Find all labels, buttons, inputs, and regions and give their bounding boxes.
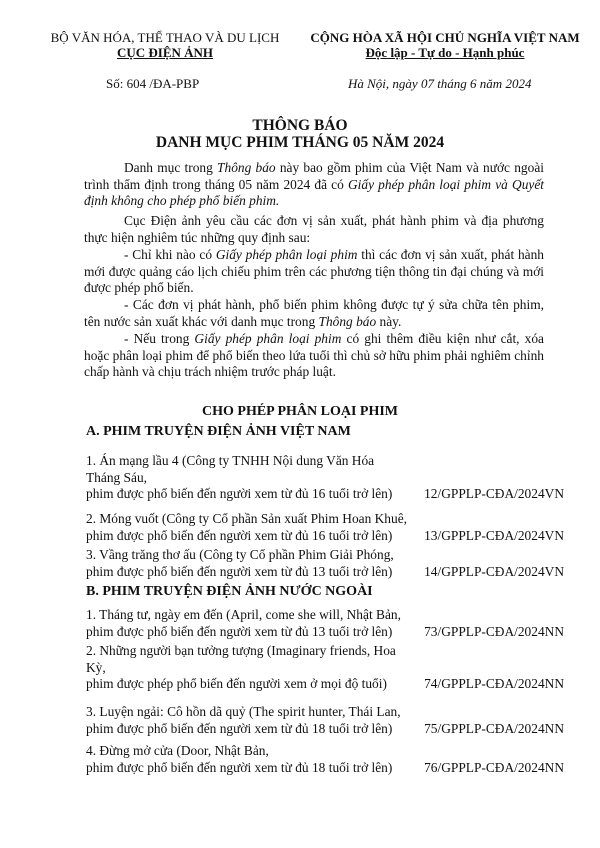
national-motto: Độc lập - Tự do - Hạnh phúc xyxy=(365,45,525,60)
document-number: Số: 604 /ĐA-PBP xyxy=(106,76,200,91)
film-list-item: 1. Tháng tư, ngày em đến (April, come she will, Nhật Bản, phim được phổ biến đến người xem từ đủ 13 tuổi trở lên) 73/GPPLP-CĐA/2024NN xyxy=(86,607,564,639)
section-a-heading: A. PHIM TRUYỆN ĐIỆN ẢNH VIỆT NAM xyxy=(86,424,351,439)
license-code: 13/GPPLP-CĐA/2024VN xyxy=(424,527,564,543)
ministry-name: BỘ VĂN HÓA, THỂ THAO VÀ DU LỊCH xyxy=(50,30,280,45)
paragraph-rule-3: - Nếu trong Giấy phép phân loại phim có ghi thêm điều kiện như cắt, xóa hoặc phân loại phim để phổ biến theo lứa tuổi thì chủ sở hữu phim phải nghiêm chỉnh chấp hành và chịu trách nhiệm trước pháp luật. xyxy=(84,331,544,379)
country-name: CỘNG HÒA XÃ HỘI CHỦ NGHĨA VIỆT NAM xyxy=(310,30,580,45)
section-permit-heading: CHO PHÉP PHÂN LOẠI PHIM xyxy=(202,404,398,419)
license-code: 14/GPPLP-CĐA/2024VN xyxy=(424,563,564,579)
department-name: CỤC ĐIỆN ẢNH xyxy=(116,45,214,60)
film-list-item: 2. Móng vuốt (Công ty Cổ phần Sản xuất Phim Hoan Khuê, phim được phổ biến đến người xem từ đủ 16 tuổi trở lên) 13/GPPLP-CĐA/2024VN xyxy=(86,511,564,543)
film-list-item: 3. Vầng trăng thơ ấu (Công ty Cổ phần Phim Giải Phóng, phim được phổ biến đến người xem từ đủ 13 tuổi trở lên) 14/GPPLP-CĐA/2024VN xyxy=(86,547,564,579)
paragraph-rule-1: - Chỉ khi nào có Giấy phép phân loại phim thì các đơn vị sản xuất, phát hành mới được quảng cáo lịch chiếu phim trên các phương tiện thông tin đại chúng và mới được phép phổ biến. xyxy=(84,247,544,295)
license-code: 74/GPPLP-CĐA/2024NN xyxy=(424,676,564,691)
paragraph-rule-2: - Các đơn vị phát hành, phổ biến phim không được tự ý sửa chữa tên phim, tên nước sản xuất khác với danh mục trong Thông báo này. xyxy=(84,297,544,329)
paragraph-requirements: Cục Điện ảnh yêu cầu các đơn vị sản xuất, phát hành phim và địa phương thực hiện nghiêm túc những quy định sau: xyxy=(84,213,544,245)
notice-title: THÔNG BÁO xyxy=(252,117,348,134)
film-list-item: 1. Án mạng lầu 4 (Công ty TNHH Nội dung Văn Hóa Tháng Sáu, phim được phổ biến đến người xem từ đủ 16 tuổi trở lên) 12/GPPLP-CĐA/2024VN xyxy=(86,453,564,501)
issuing-authority xyxy=(40,30,290,60)
film-list-item: 4. Đừng mở cửa (Door, Nhật Bản, phim được phổ biến đến người xem từ đủ 18 tuổi trở lên) 76/GPPLP-CĐA/2024NN xyxy=(86,743,564,775)
license-code: 75/GPPLP-CĐA/2024NN xyxy=(424,720,564,736)
license-code: 12/GPPLP-CĐA/2024VN xyxy=(424,486,564,501)
license-code: 73/GPPLP-CĐA/2024NN xyxy=(424,623,564,639)
notice-subtitle: DANH MỤC PHIM THÁNG 05 NĂM 2024 xyxy=(155,134,445,151)
national-title xyxy=(300,30,590,60)
film-list-item: 3. Luyện ngải: Cô hồn dã quỷ (The spirit hunter, Thái Lan, phim được phổ biến đến người xem từ đủ 18 tuổi trở lên) 75/GPPLP-CĐA/2024NN xyxy=(86,704,564,736)
section-b-heading: B. PHIM TRUYỆN ĐIỆN ẢNH NƯỚC NGOÀI xyxy=(86,584,373,599)
paragraph-intro: Danh mục trong Thông báo này bao gồm phim của Việt Nam và nước ngoài trình thẩm định trong tháng 05 năm 2024 đã có Giấy phép phân loại phim và Quyết định không cho phép phổ biến phim. xyxy=(84,160,544,208)
license-code: 76/GPPLP-CĐA/2024NN xyxy=(424,759,564,775)
place-date: Hà Nội, ngày 07 tháng 6 năm 2024 xyxy=(348,76,532,91)
film-list-item: 2. Những người bạn tưởng tượng (Imaginary friends, Hoa Kỳ, phim được phép phổ biến đến người xem ở mọi độ tuổi) 74/GPPLP-CĐA/2024NN xyxy=(86,643,564,691)
